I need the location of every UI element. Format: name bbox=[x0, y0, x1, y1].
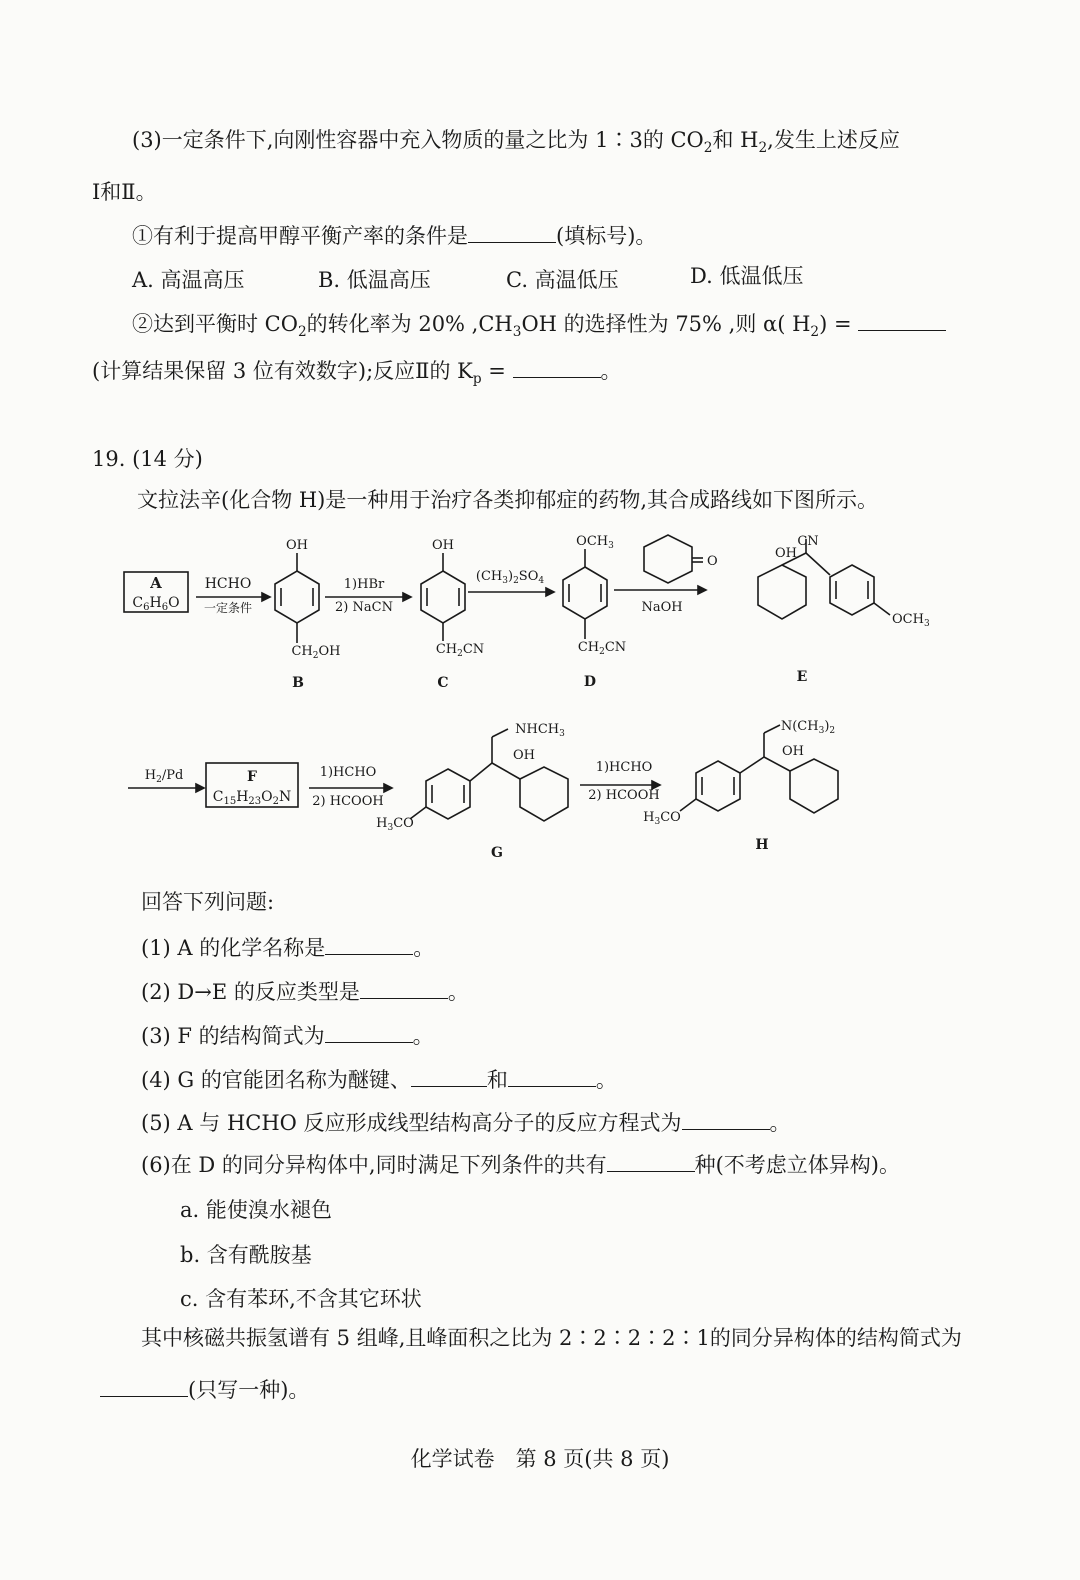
nmr-question: 其中核磁共振氢谱有 5 组峰,且峰面积之比为 2∶2∶2∶2∶1的同分异构体的结构简式为 bbox=[141, 1326, 962, 1350]
g-nhch3-label: $NHCH_3$ bbox=[515, 722, 565, 739]
answer-blank[interactable] bbox=[858, 310, 946, 331]
nmr-answer-line: (只写一种)。 bbox=[100, 1376, 309, 1403]
label-h: H bbox=[755, 837, 769, 853]
b-oh-label: OH bbox=[286, 538, 308, 553]
question-4: (4) G 的官能团名称为醚键、 和 。 bbox=[141, 1067, 617, 1092]
answer-blank[interactable] bbox=[508, 1066, 596, 1087]
option-d: D. 低温低压 bbox=[690, 264, 804, 288]
h-nme2-label: $N(CH_3)_2$ bbox=[780, 719, 836, 736]
label-g: G bbox=[491, 845, 503, 861]
part3-q1: ①有利于提高甲醇平衡产率的条件是 (填标号)。 bbox=[132, 223, 657, 248]
reagent-hcooh-2: 2) HCOOH bbox=[312, 794, 384, 809]
answer-prompt: 回答下列问题: bbox=[141, 890, 275, 914]
answer-blank[interactable] bbox=[607, 1151, 695, 1172]
ketone-o-label: O bbox=[707, 554, 718, 569]
compound-f-letter: F bbox=[247, 769, 257, 785]
condition-c: c. 含有苯环,不含其它环状 bbox=[180, 1287, 422, 1311]
reagent-h2-pd: $H_2/Pd$ bbox=[144, 768, 184, 785]
cyclohexanone-ring bbox=[644, 535, 692, 583]
h-h3co-label: $H_3CO$ bbox=[643, 810, 681, 827]
reagent-hcho-3: 1)HCHO bbox=[595, 760, 653, 775]
reagent-hcho-2: 1)HCHO bbox=[319, 765, 377, 780]
question-6: (6)在 D 的同分异构体中,同时满足下列条件的共有 种(不考虑立体异构)。 bbox=[141, 1152, 900, 1177]
page-footer: 化学试卷 第 8 页(共 8 页) bbox=[410, 1447, 670, 1471]
cyclohexane-ring-e bbox=[758, 565, 806, 619]
part3-q2-line2: (计算结果保留 3 位有效数字);反应Ⅱ的 $K_p$ = 。 bbox=[92, 358, 622, 388]
condition-b: b. 含有酰胺基 bbox=[180, 1243, 312, 1267]
answer-blank[interactable] bbox=[100, 1376, 188, 1397]
option-c: C. 高温低压 bbox=[506, 268, 619, 292]
d-och3-label: $OCH_3$ bbox=[576, 534, 614, 551]
answer-blank[interactable] bbox=[682, 1109, 770, 1130]
g-h3co-label: $H_3CO$ bbox=[376, 816, 414, 833]
reagent-hbr: 1)HBr bbox=[343, 577, 385, 592]
option-a: A. 高温高压 bbox=[132, 268, 245, 292]
c-oh-label: OH bbox=[432, 538, 454, 553]
cyclohexane-ring-h bbox=[790, 759, 838, 813]
part3-intro-line2: Ⅰ和Ⅱ。 bbox=[92, 180, 157, 204]
answer-blank[interactable] bbox=[325, 934, 413, 955]
question-5: (5) A 与 HCHO 反应形成线型结构高分子的反应方程式为 。 bbox=[141, 1110, 791, 1135]
reagent-hcooh-3: 2) HCOOH bbox=[588, 788, 660, 803]
answer-blank[interactable] bbox=[513, 357, 601, 378]
condition-a: a. 能使溴水褪色 bbox=[180, 1198, 332, 1222]
reagent-naoh: NaOH bbox=[641, 600, 683, 615]
part3-intro: (3)一定条件下,向刚性容器中充入物质的量之比为 1∶3的 $CO_2$和 $H_2$,发生上述反应 bbox=[132, 128, 900, 157]
option-b: B. 低温高压 bbox=[318, 268, 431, 292]
question-3: (3) F 的结构简式为 。 bbox=[141, 1023, 434, 1048]
question-2: (2) D→E 的反应类型是 。 bbox=[141, 979, 469, 1004]
reagent-hcho-1: HCHO bbox=[204, 576, 252, 592]
label-e: E bbox=[796, 669, 808, 685]
compound-a-letter: A bbox=[150, 574, 162, 592]
condition-text: 一定条件 bbox=[203, 601, 253, 615]
label-b: B bbox=[292, 675, 304, 691]
question-1: (1) A 的化学名称是 。 bbox=[141, 935, 435, 960]
d-ch2cn-label: $CH_2CN$ bbox=[577, 640, 627, 657]
answer-blank[interactable] bbox=[360, 978, 448, 999]
answer-blank[interactable] bbox=[325, 1022, 413, 1043]
question-19-intro: 文拉法辛(化合物 H)是一种用于治疗各类抑郁症的药物,其合成路线如下图所示。 bbox=[137, 488, 879, 512]
e-och3-label: $OCH_3$ bbox=[892, 612, 930, 629]
label-d: D bbox=[583, 674, 597, 690]
reagent-dimethyl-sulfate: $(CH_3)_2SO_4$ bbox=[475, 569, 545, 586]
e-cn-label: CN bbox=[797, 534, 819, 549]
cyclohexane-ring-g bbox=[520, 767, 568, 821]
compound-f-formula: $C_{15}H_{23}O_2N$ bbox=[212, 789, 292, 807]
b-ch2oh-label: $CH_2OH$ bbox=[291, 644, 341, 661]
c-ch2cn-label: $CH_2CN$ bbox=[435, 642, 485, 659]
reagent-nacn: 2) NaCN bbox=[335, 600, 393, 615]
answer-blank[interactable] bbox=[468, 222, 556, 243]
question-19-header: 19. (14 分) bbox=[92, 447, 203, 471]
g-oh-label: OH bbox=[513, 748, 535, 763]
part3-q2: ②达到平衡时 $CO_2$的转化率为 20% $,CH_3OH$ 的选择性为 75% ,则 α( $H_2$) = bbox=[132, 310, 946, 337]
h-oh-label: OH bbox=[782, 744, 804, 759]
answer-blank[interactable] bbox=[411, 1066, 487, 1087]
label-c: C bbox=[437, 675, 449, 691]
synthesis-route-scheme bbox=[0, 525, 1080, 870]
e-oh-label: OH bbox=[775, 546, 797, 561]
compound-a-formula: $C_6H_6O$ bbox=[132, 595, 180, 613]
